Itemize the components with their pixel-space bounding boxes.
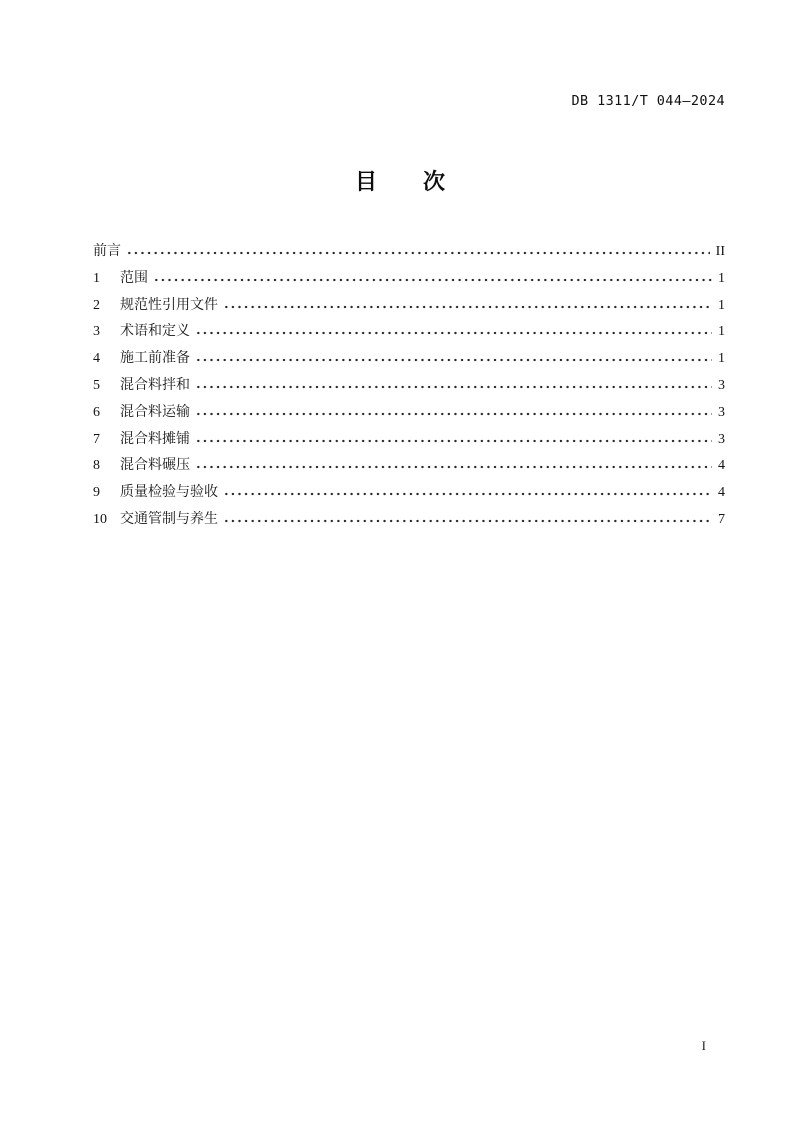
toc-entry-page: 1 bbox=[718, 270, 725, 286]
dot-leader bbox=[223, 519, 712, 523]
toc-entry-label: 术语和定义 bbox=[120, 324, 190, 340]
document-code: DB 1311/T 044—2024 bbox=[571, 93, 725, 109]
toc-entry-label: 施工前准备 bbox=[120, 351, 190, 367]
dot-leader bbox=[195, 385, 712, 389]
toc-entry bbox=[93, 239, 725, 266]
toc-entry-number: 7 bbox=[93, 431, 100, 447]
page-title-char-2: 次 bbox=[423, 169, 446, 194]
toc-entry-label: 交通管制与养生 bbox=[120, 511, 218, 527]
toc-entry-page: II bbox=[715, 244, 725, 259]
toc-entry bbox=[93, 373, 725, 400]
toc-entry-label: 混合料拌和 bbox=[120, 377, 190, 393]
toc-entry bbox=[93, 293, 725, 320]
toc-entry-page: 4 bbox=[718, 485, 725, 501]
toc-entry-page: 3 bbox=[718, 431, 725, 447]
toc-entry-number: 1 bbox=[93, 270, 100, 286]
toc-entry-label: 混合料碾压 bbox=[120, 458, 190, 474]
toc-entry-page: 3 bbox=[718, 404, 725, 420]
toc-entry-number: 4 bbox=[93, 351, 100, 367]
toc-entry bbox=[93, 480, 725, 507]
toc-entry-page: 1 bbox=[718, 324, 725, 340]
dot-leader bbox=[153, 278, 712, 282]
toc-entry-number: 2 bbox=[93, 297, 100, 313]
dot-leader bbox=[195, 439, 712, 443]
toc-entry bbox=[93, 507, 725, 534]
toc-entry-label: 范围 bbox=[120, 270, 148, 286]
toc-entry bbox=[93, 453, 725, 480]
toc-entry-page: 4 bbox=[718, 458, 725, 474]
toc-entry-number: 8 bbox=[93, 458, 100, 474]
toc-entry-number: 10 bbox=[93, 511, 107, 527]
dot-leader bbox=[195, 358, 712, 362]
toc-entry bbox=[93, 346, 725, 373]
toc-entry-page: 1 bbox=[718, 297, 725, 313]
toc-entry-number: 9 bbox=[93, 485, 100, 501]
table-of-contents bbox=[93, 239, 725, 534]
toc-entry-page: 7 bbox=[718, 511, 725, 527]
dot-leader bbox=[126, 251, 710, 255]
toc-entry-page: 3 bbox=[718, 377, 725, 393]
toc-entry-label: 混合料运输 bbox=[120, 404, 190, 420]
toc-entry bbox=[93, 400, 725, 427]
toc-entry bbox=[93, 427, 725, 454]
toc-entry-number: 5 bbox=[93, 377, 100, 393]
toc-entry bbox=[93, 266, 725, 293]
toc-entry-number: 6 bbox=[93, 404, 100, 420]
toc-entry-label: 规范性引用文件 bbox=[120, 297, 218, 313]
toc-entry bbox=[93, 319, 725, 346]
page-title-char-1: 目 bbox=[354, 169, 377, 194]
page-number: I bbox=[701, 1038, 706, 1053]
toc-entry-page: 1 bbox=[718, 351, 725, 367]
dot-leader bbox=[195, 465, 712, 469]
dot-leader bbox=[223, 492, 712, 496]
toc-entry-label: 混合料摊铺 bbox=[120, 431, 190, 447]
page-title bbox=[0, 165, 800, 196]
dot-leader bbox=[195, 412, 712, 416]
toc-entry-number: 3 bbox=[93, 324, 100, 340]
dot-leader bbox=[223, 305, 712, 309]
toc-entry-label: 前言 bbox=[93, 244, 121, 259]
dot-leader bbox=[195, 331, 712, 335]
toc-entry-label: 质量检验与验收 bbox=[120, 485, 218, 501]
